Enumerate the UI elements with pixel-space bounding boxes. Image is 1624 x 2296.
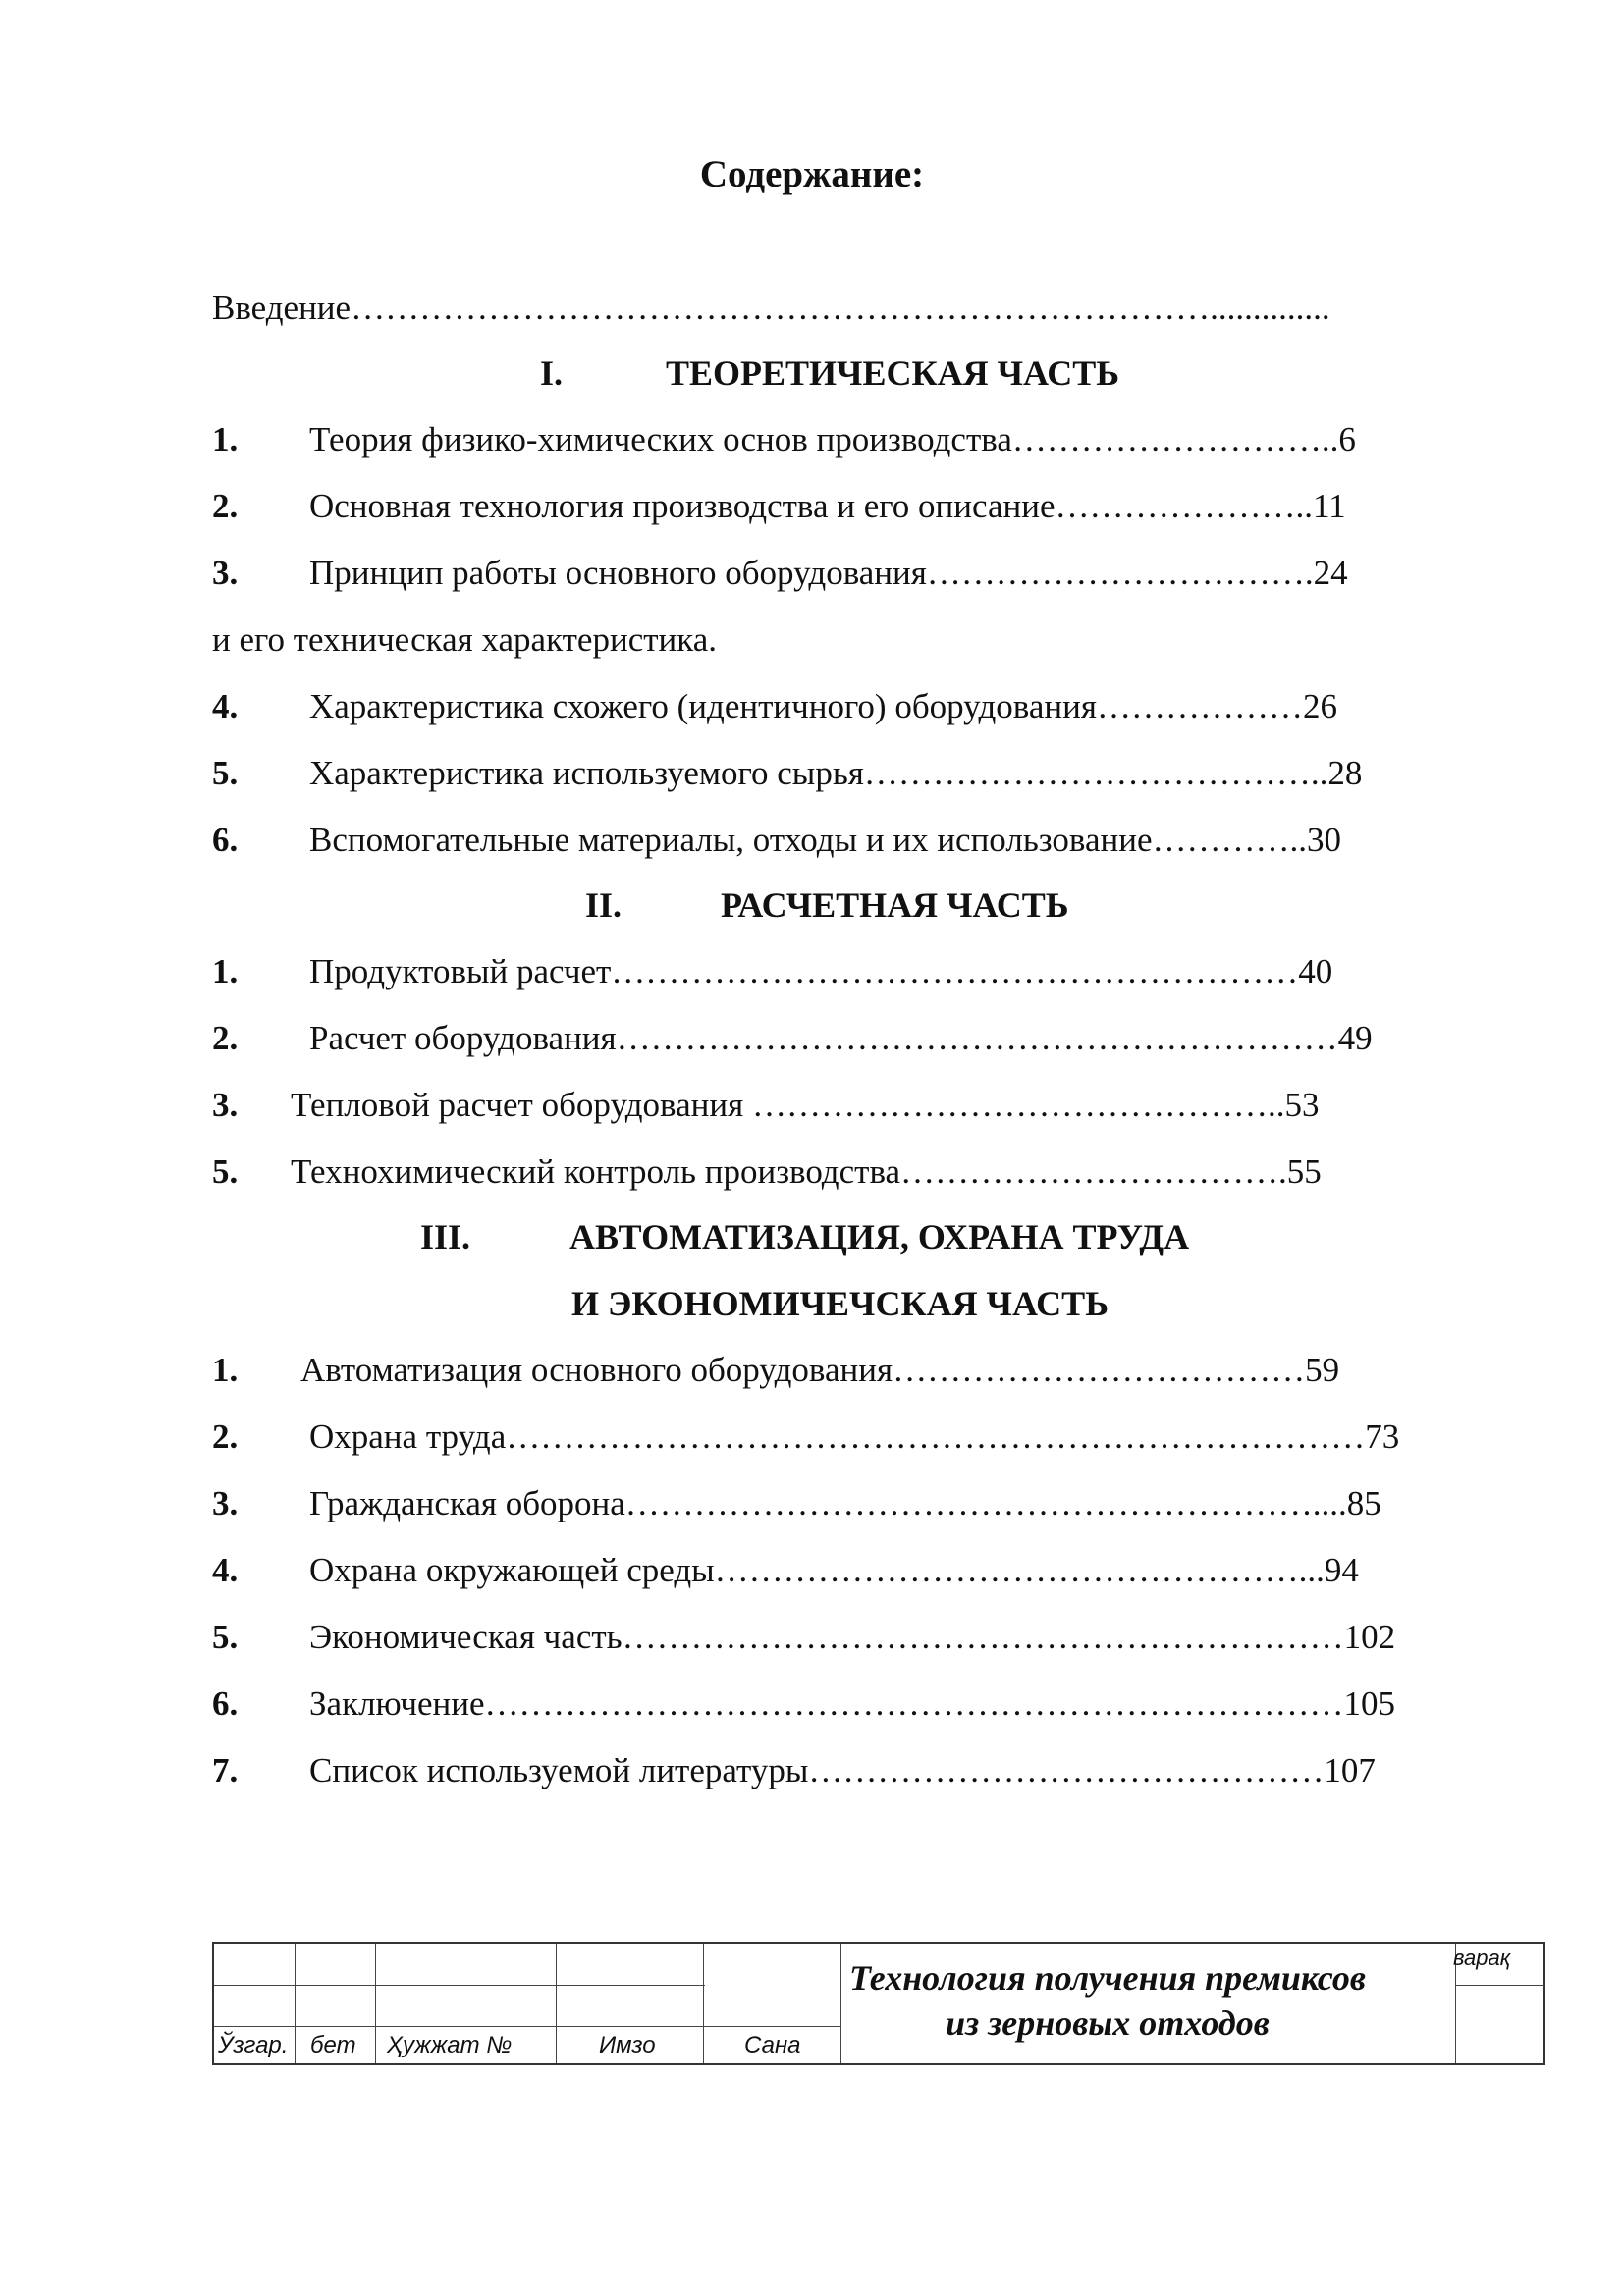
- stamp-document-title-line2: из зерновых отходов: [946, 2003, 1270, 2043]
- section-3-numeral: III.: [420, 1217, 471, 1256]
- toc-entry-text: Список используемой литературы………………………………………107: [309, 1751, 1376, 1789]
- section-2-numeral: II.: [585, 885, 623, 925]
- toc-entry-text: Автоматизация основного оборудования………………………………59: [300, 1351, 1340, 1389]
- page-title: Содержание:: [699, 153, 925, 195]
- toc-entry-number: 6.: [212, 821, 239, 859]
- toc-entry-number: 5.: [212, 754, 239, 792]
- toc-entry-text: Экономическая часть………………………………………………………102: [309, 1618, 1396, 1656]
- title-block-divider: [840, 1944, 841, 2063]
- toc-entry-text: Охрана труда…………………………………………………………………73: [309, 1417, 1400, 1456]
- toc-entry-number: 1.: [212, 952, 239, 990]
- toc-entry-number: 2.: [212, 1019, 239, 1057]
- toc-entry-number: 4.: [212, 1551, 239, 1589]
- stamp-document-title-line1: Технология получения премиксов: [849, 1958, 1366, 1998]
- toc-entry-text: Вспомогательные материалы, отходы и их использование…………..30: [309, 821, 1341, 859]
- toc-entry-number: 1.: [212, 420, 239, 458]
- toc-entry-text: Основная технология производства и его описание…………………..11: [309, 487, 1346, 525]
- title-block-divider: [375, 1944, 376, 2063]
- stamp-label-date: Сана: [744, 2032, 801, 2058]
- toc-entry-number: 1.: [212, 1351, 239, 1389]
- toc-entry-text: Гражданская оборона……………………………………………………....85: [309, 1484, 1381, 1522]
- stamp-document-title: [842, 1955, 1373, 2046]
- toc-intro: Введение…………………………………………………………………..............: [212, 289, 1330, 327]
- title-block-divider: [295, 1944, 296, 2063]
- title-block-divider: [214, 2026, 840, 2027]
- stamp-label-signature: Имзо: [599, 2032, 656, 2058]
- toc-entry-text: Характеристика схожего (идентичного) оборудования………………26: [309, 687, 1337, 725]
- toc-entry-text: Технохимический контроль производства…………………………….55: [291, 1152, 1322, 1191]
- stamp-sheet-label: варақ: [1453, 1946, 1511, 1970]
- section-3-heading-line2: И ЭКОНОМИЧЕЧСКАЯ ЧАСТЬ: [571, 1284, 1109, 1323]
- title-block: [212, 1942, 1545, 2065]
- toc-entry-text: Принцип работы основного оборудования…………………………….24: [309, 554, 1348, 592]
- toc-entry-continuation: и его техническая характеристика.: [212, 620, 718, 659]
- title-block-divider: [556, 1944, 557, 2063]
- section-1-numeral: I.: [540, 353, 564, 393]
- toc-entry-text: Теория физико-химических основ производства………………………..6: [309, 420, 1356, 458]
- toc-entry-text: Характеристика используемого сырья…………………………………..28: [309, 754, 1363, 792]
- toc-entry-number: 4.: [212, 687, 239, 725]
- toc-entry-number: 7.: [212, 1751, 239, 1789]
- toc-entry-number: 3.: [212, 1484, 239, 1522]
- stamp-label-sheet: бет: [310, 2032, 356, 2058]
- toc-entry-text: Заключение…………………………………………………………………105: [309, 1684, 1395, 1723]
- title-block-divider: [1455, 1985, 1545, 1986]
- section-2-heading: РАСЧЕТНАЯ ЧАСТЬ: [721, 885, 1069, 925]
- toc-entry-text: Охрана окружающей среды……………………………………………...94: [309, 1551, 1359, 1589]
- toc-entry-number: 2.: [212, 1417, 239, 1456]
- toc-entry-text: Расчет оборудования………………………………………………………49: [309, 1019, 1373, 1057]
- section-3-heading: АВТОМАТИЗАЦИЯ, ОХРАНА ТРУДА: [569, 1217, 1190, 1256]
- toc-entry-number: 5.: [212, 1152, 239, 1191]
- toc-entry-number: 2.: [212, 487, 239, 525]
- stamp-label-document-number: Ҳужжат №: [387, 2032, 513, 2058]
- toc-entry-number: 6.: [212, 1684, 239, 1723]
- toc-entry-number: 3.: [212, 554, 239, 592]
- section-1-heading: ТЕОРЕТИЧЕСКАЯ ЧАСТЬ: [666, 353, 1120, 393]
- stamp-label-change: Ўзгар.: [218, 2032, 289, 2058]
- toc-entry-number: 3.: [212, 1086, 239, 1124]
- toc-entry-number: 5.: [212, 1618, 239, 1656]
- toc-entry-text: Тепловой расчет оборудования ………………………………………..53: [291, 1086, 1320, 1124]
- title-block-divider: [703, 1944, 704, 2063]
- toc-entry-text: Продуктовый расчет……………………………………………………40: [309, 952, 1333, 990]
- title-block-divider: [214, 1985, 705, 1986]
